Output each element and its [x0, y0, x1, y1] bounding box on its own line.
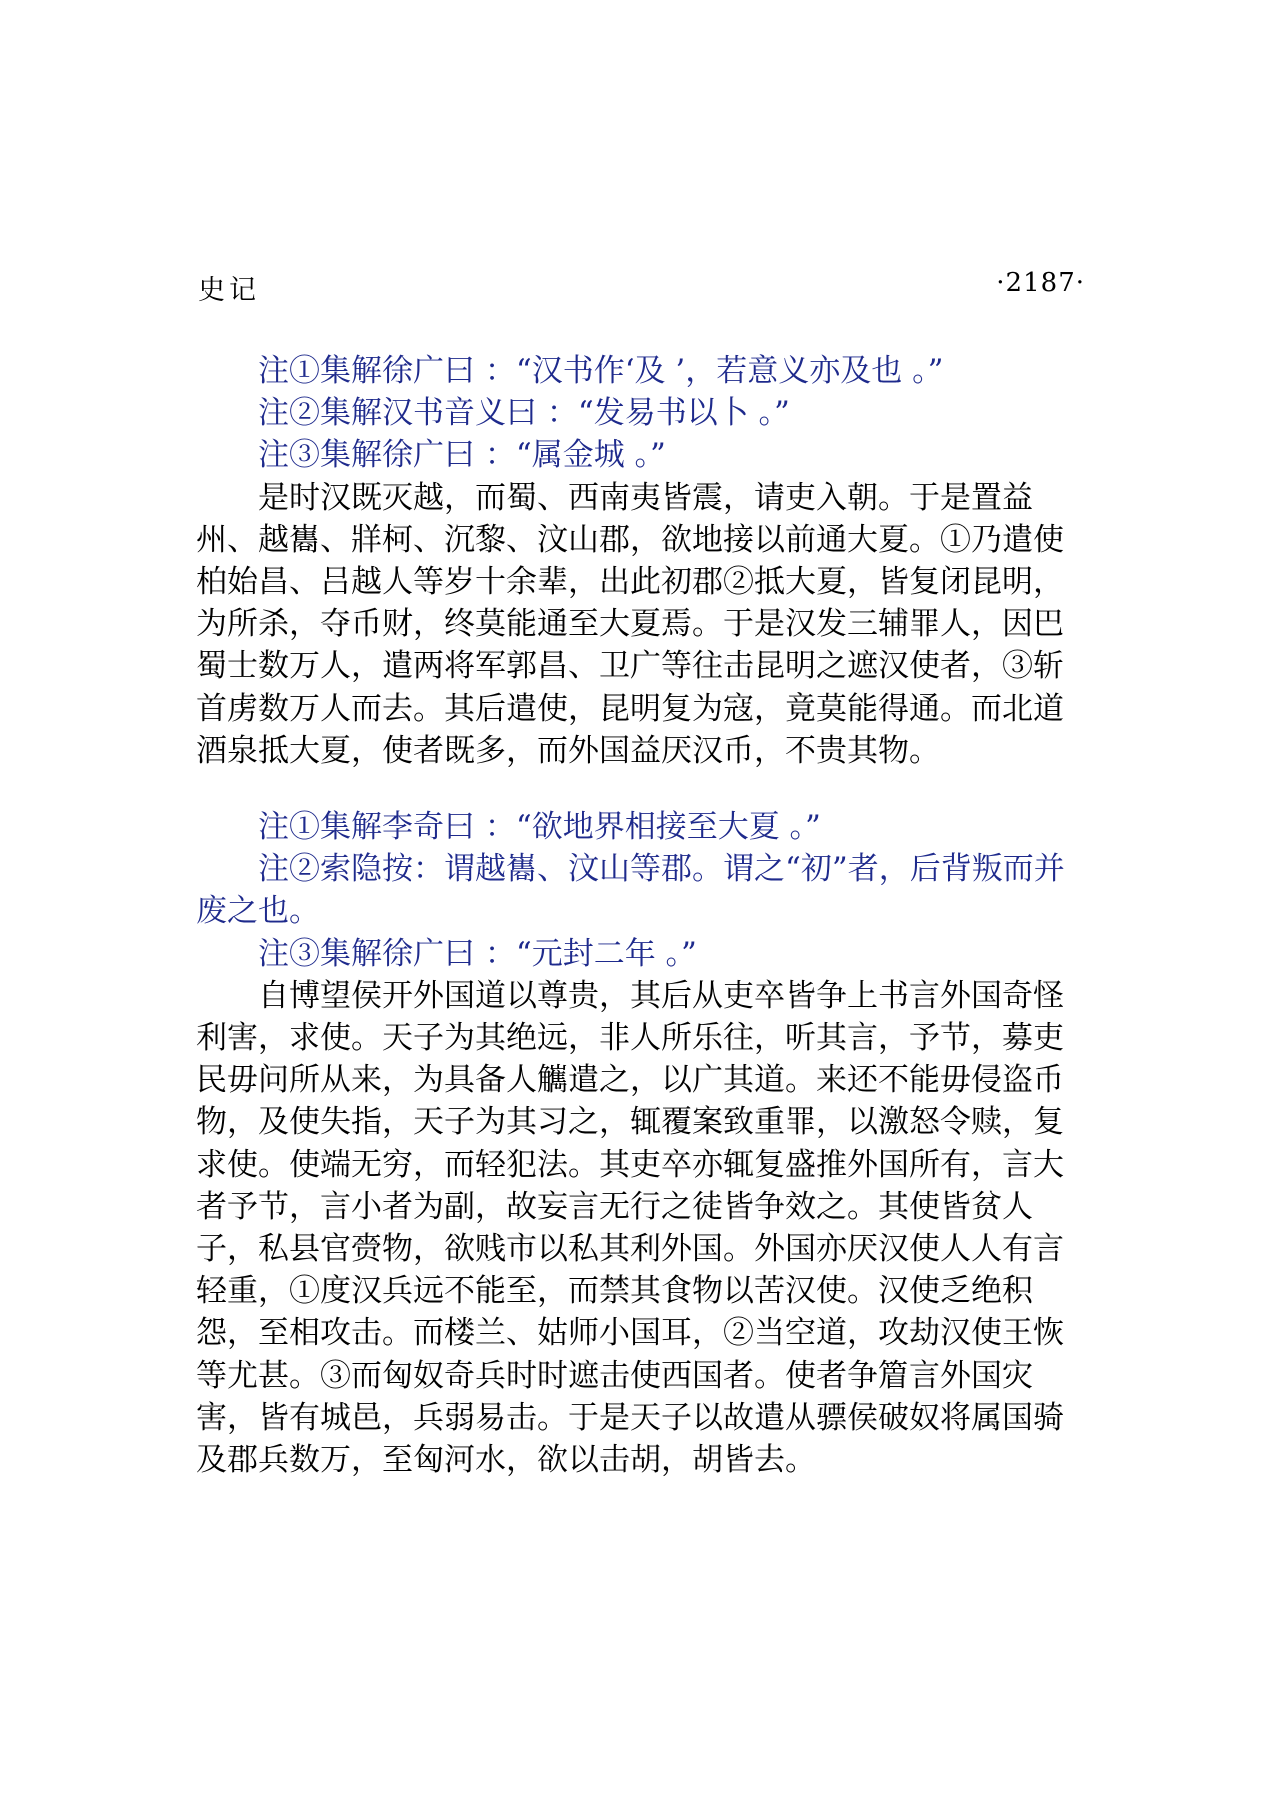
footnote-2: 注②集解汉书音义曰 ：“发易书以卜 。”	[258, 395, 790, 432]
page-content	[196, 350, 1091, 1481]
footnote-2: 注②索隐按：谓越巂、汶山等郡。谓之“初”者，后背叛而并废之也。	[196, 851, 1065, 930]
footnote-1: 注①集解李奇曰 ：“欲地界相接至大夏 。”	[258, 809, 821, 846]
body-paragraph: 自博望侯开外国道以尊贵，其后从吏卒皆争上书言外国奇怪利害，求使。天子为其绝远，非人所乐往，听其言，予节，募吏民毋问所从来，为具备人觽遣之，以广其道。来还不能毋侵盗币物，及使失指，天子为其习之，辄覆案致重罪，以激怒令赎，复求使。使端无穷，而轻犯法。其吏卒亦辄复盛推外国所有，言大者予节，言小者为副，故妄言无行之徒皆争效之。其使皆贫人子，私县官赍物，欲贱市以私其利外国。外国亦厌汉使人人有言轻重，①度汉兵远不能至，而禁其食物以苦汉使。汉使乏绝积怨，至相攻击。而楼兰、姑师小国耳，②当空道，攻劫汉使王恢等尤甚。③而匈奴奇兵时时遮击使西国者。使者争篃言外国灾害，皆有城邑，兵弱易击。于是天子以故遣从骠侯破奴将属国骑及郡兵数万，至匈河水，欲以击胡，胡皆去。	[196, 977, 1064, 1479]
footnote-3: 注③集解徐广曰 ：“属金城 。”	[258, 437, 666, 474]
body-paragraph: 是时汉既灭越，而蜀、西南夷皆震，请吏入朝。于是置益州、越巂、牂柯、沉黎、汶山郡，欲地接以前通大夏。①乃遣使柏始昌、吕越人等岁十余辈，出此初郡②抵大夏，皆复闭昆明，为所杀，夺币财，终莫能通至大夏焉。于是汉发三辅罪人，因巴蜀士数万人，遣两将军郭昌、卫广等往击昆明之遮汉使者，③斩首虏数万人而去。其后遣使，昆明复为寇，竟莫能得通。而北道酒泉抵大夏，使者既多，而外国益厌汉币，不贵其物。	[196, 479, 1064, 769]
page-number: ·2187·	[996, 268, 1085, 298]
page-header	[198, 268, 1085, 308]
footnote-3: 注③集解徐广曰 ：“元封二年 。”	[258, 935, 697, 972]
book-title: 史记	[198, 275, 260, 306]
paragraph-spacer	[196, 772, 1091, 806]
footnote-1: 注①集解徐广曰 ：“汉书作‘及 ’，若意义亦及也 。”	[258, 353, 944, 389]
